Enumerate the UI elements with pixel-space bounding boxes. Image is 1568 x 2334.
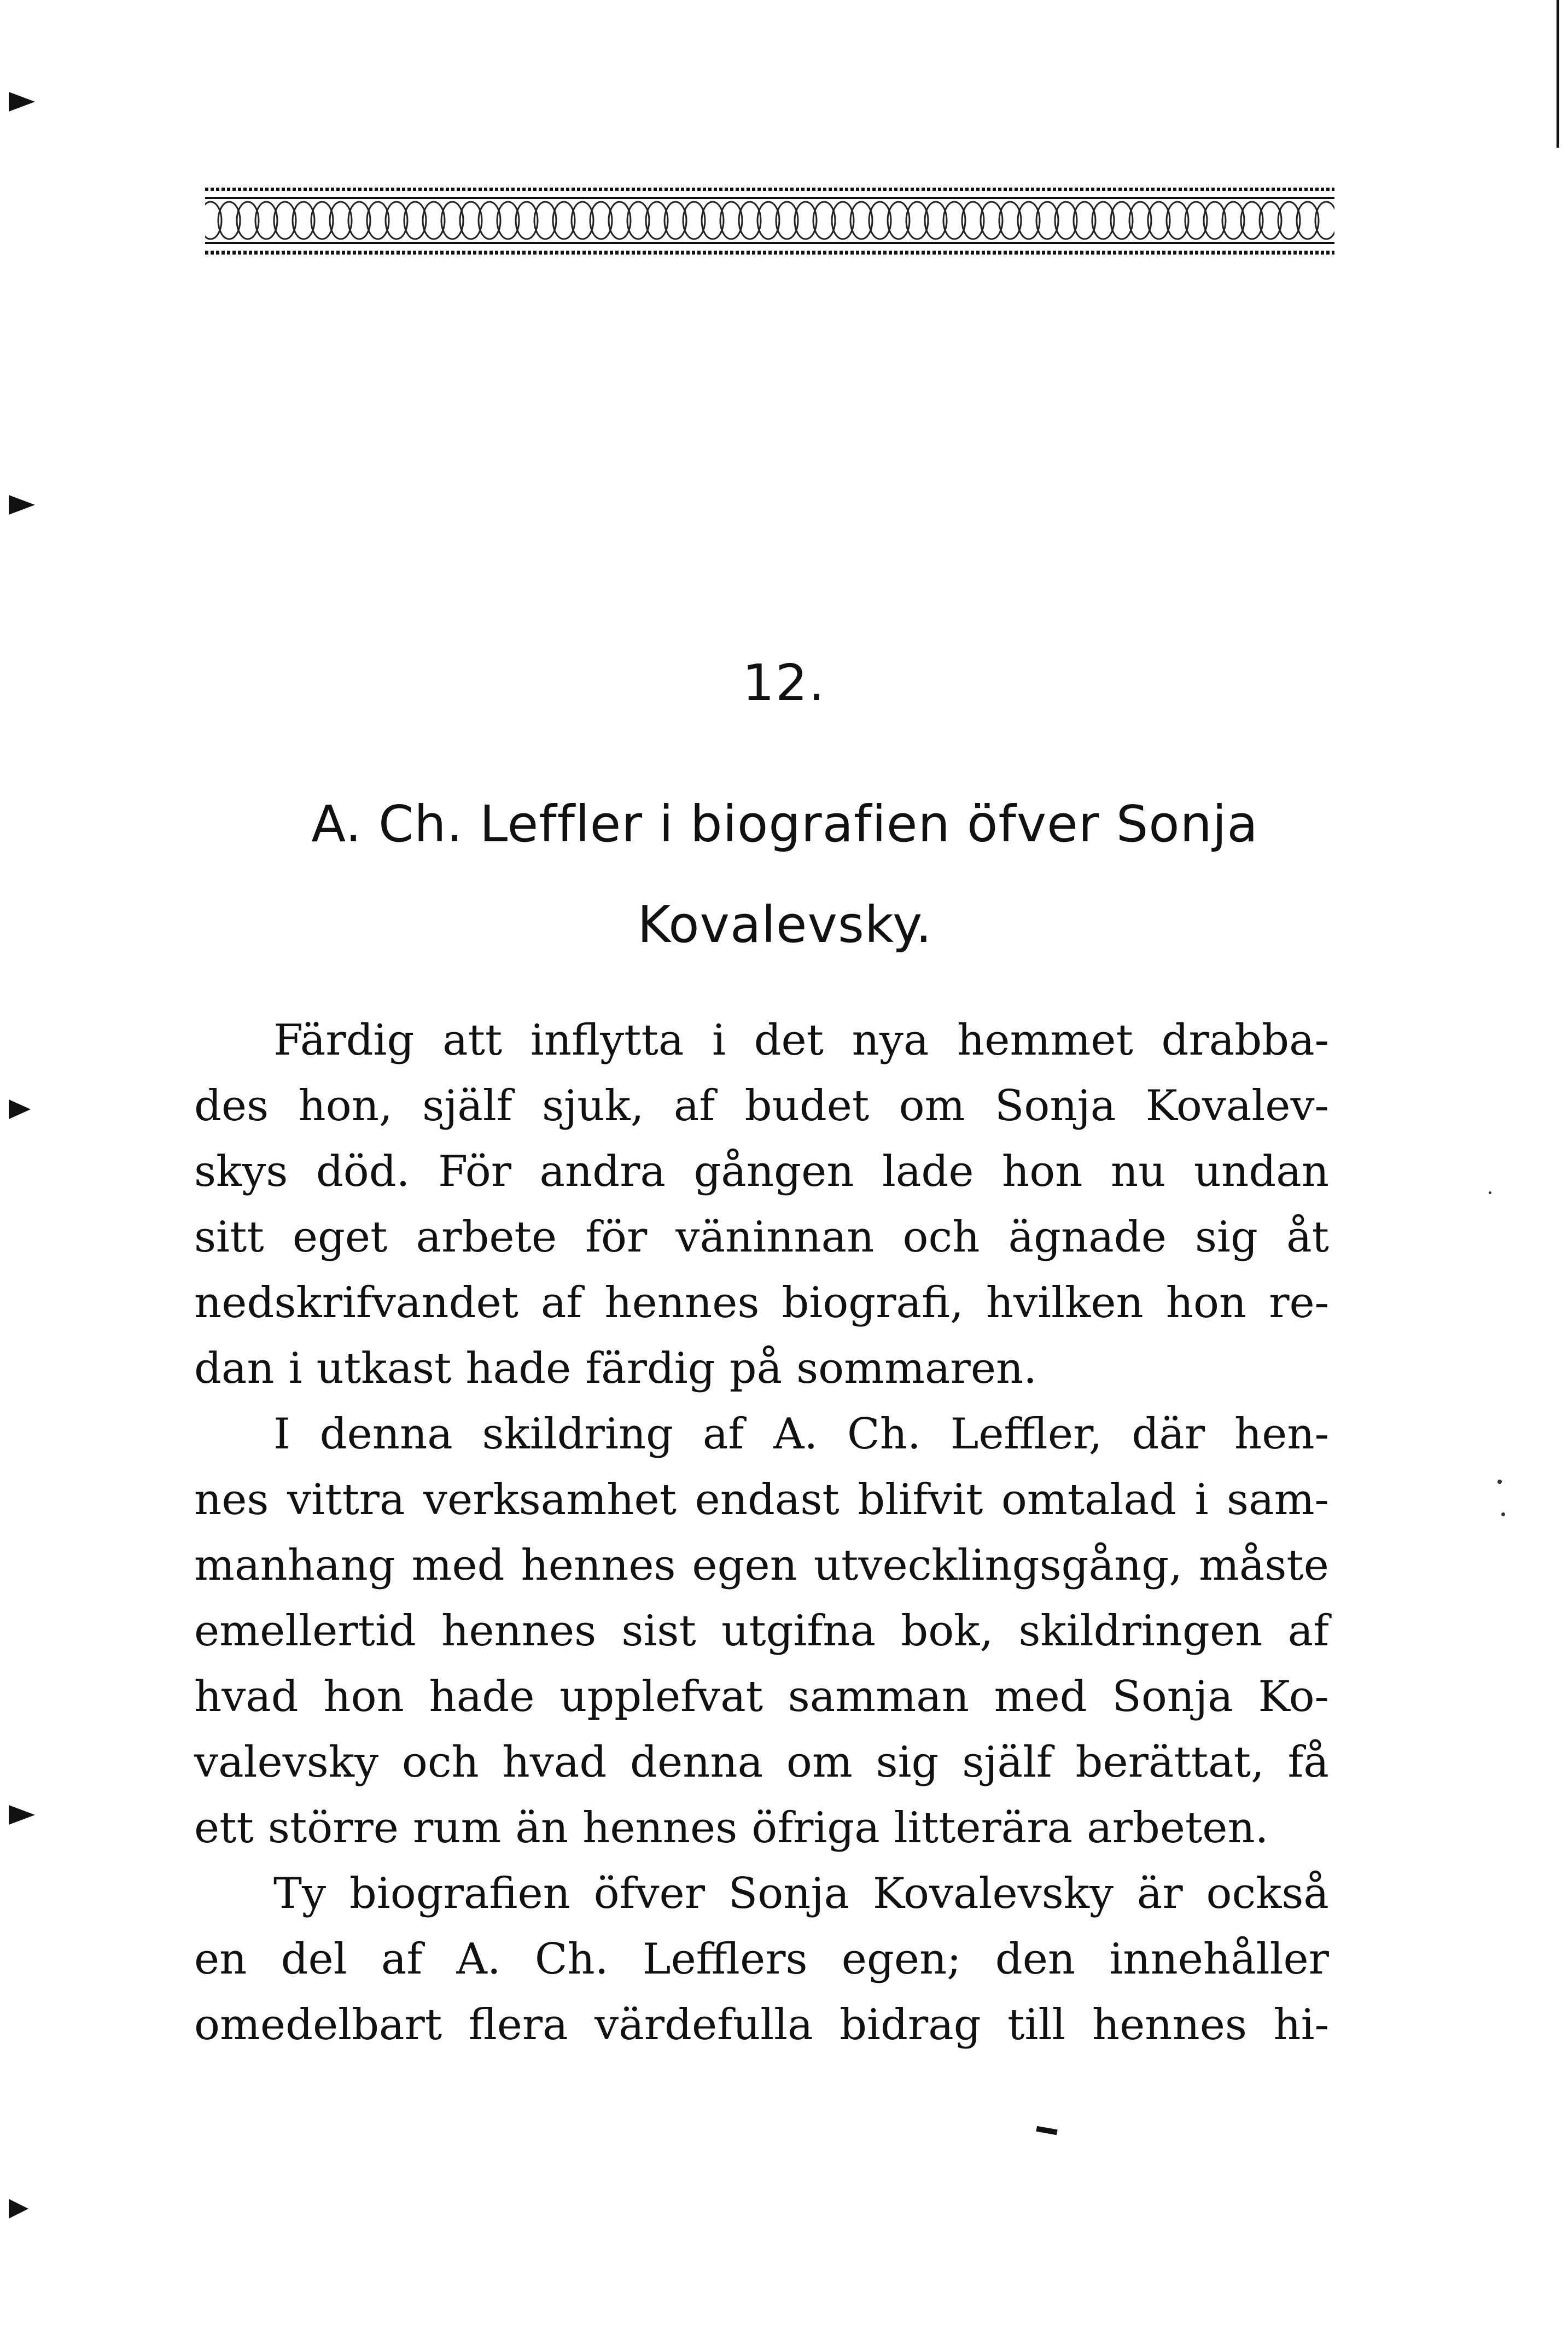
word: också [1206,1869,1329,1918]
word: af [702,1410,744,1459]
word: flera [468,2000,568,2050]
word: nya [852,1016,929,1065]
word: hon [323,1672,404,1721]
word: samman [788,1672,969,1721]
word: det [754,1016,824,1065]
word: bok, [901,1607,994,1656]
word: om [899,1081,965,1131]
text-line [194,1073,1329,1139]
word: i [288,1344,302,1393]
word: än [515,1803,569,1853]
word: A. [456,1935,501,1984]
word: utkast [316,1344,452,1393]
text-line [194,1533,1329,1598]
word: verksamhet [423,1475,677,1524]
word: Sonja [994,1081,1116,1131]
word: hvad [194,1672,299,1721]
word: budet [744,1081,870,1131]
word: denna [319,1410,453,1459]
word: nes [194,1475,269,1524]
word: hon [1001,1147,1083,1196]
word: berättat, [1075,1738,1264,1787]
ink-mark [1036,2126,1057,2135]
word: öfriga [751,1803,880,1853]
word: färdig [585,1344,715,1393]
text-line [194,1598,1329,1664]
margin-arrow-mark [9,495,35,515]
word: Ch. [847,1410,921,1459]
text-line [194,1204,1329,1270]
word: upplefvat [559,1672,763,1721]
word: hon [1165,1278,1247,1328]
word: skys [194,1147,288,1196]
word: manhang [194,1541,395,1590]
text-line [194,1730,1329,1795]
word: Leffler, [950,1410,1103,1459]
word: arbeten. [1087,1803,1269,1853]
word: hi- [1273,2000,1329,2050]
word: nu [1110,1147,1166,1196]
word: större [267,1803,399,1853]
word: af [673,1081,715,1131]
word: emellertid [194,1607,416,1656]
word: ägnade [1008,1213,1167,1262]
word: skildringen [1018,1607,1263,1656]
word: nedskrifvandet [194,1278,518,1328]
word: om [786,1738,853,1787]
scan-edge-line [1557,0,1559,148]
text-line [194,1992,1329,2058]
word: des [194,1081,269,1131]
scan-speck [1501,1512,1505,1516]
word: denna [630,1738,763,1787]
word: sjuk, [542,1081,644,1131]
word: väninnan [675,1213,875,1262]
text-line [194,1664,1329,1730]
word: blifvit [858,1475,983,1524]
margin-arrow-mark [9,1805,35,1825]
chapter-title-line: Kovalevsky. [637,895,932,954]
word: endast [695,1475,840,1524]
text-line [194,1861,1329,1926]
scan-speck [1497,1480,1502,1484]
word: eget [292,1213,388,1262]
word: egen [692,1541,797,1590]
word: Ty [273,1869,327,1918]
word: sist [621,1607,696,1656]
word: hennes [521,1541,676,1590]
word: del [281,1935,347,1984]
word: sig [1195,1213,1258,1262]
word: af [381,1935,423,1984]
margin-arrow-mark [9,2199,28,2219]
ornamental-header-band [205,186,1334,263]
word: och [902,1213,980,1262]
word: är [1136,1869,1183,1918]
word: re- [1269,1278,1329,1328]
word: sommaren. [796,1344,1037,1393]
text-line [194,1270,1329,1336]
word: en [194,1935,247,1984]
word: där [1132,1410,1205,1459]
word: För [438,1147,512,1196]
text-line [194,1139,1329,1204]
word: skildring [482,1410,674,1459]
scan-speck [1489,1191,1491,1194]
word: få [1287,1738,1329,1787]
word: för [585,1213,648,1262]
chapter-number: 12. [742,654,826,712]
word: hade [429,1672,535,1721]
word: ett [194,1803,254,1853]
word: arbete [416,1213,557,1262]
word: utvecklingsgång, [813,1541,1183,1590]
word: inflytta [530,1016,684,1065]
word: Ch. [534,1935,609,1984]
word: hemmet [957,1016,1133,1065]
word: litterära [894,1803,1073,1853]
word: gången [693,1147,854,1196]
word: hennes [582,1803,738,1853]
word: Ko- [1258,1672,1329,1721]
word: själf [962,1738,1052,1787]
word: sig [876,1738,939,1787]
word: rum [412,1803,502,1853]
word: andra [539,1147,666,1196]
word: omedelbart [194,2000,442,2050]
word: dan [194,1344,275,1393]
margin-arrow-mark [9,92,35,112]
word: utgifna [721,1607,876,1656]
word: hvilken [986,1278,1144,1328]
margin-arrow-mark [9,1099,31,1119]
word: hade [465,1344,572,1393]
word: bidrag [840,2000,981,2050]
word: Sonja [728,1869,850,1918]
body-text [194,1008,1329,2058]
word: af [540,1278,582,1328]
word: Färdig [273,1016,415,1065]
text-line [194,1336,1329,1401]
word: hon, [298,1081,393,1131]
word: med [994,1672,1087,1721]
word: biografien [349,1869,570,1918]
text-line [194,1401,1329,1467]
word: och [401,1738,479,1787]
word: Lefflers [642,1935,808,1984]
word: lade [882,1147,974,1196]
word: sam- [1227,1475,1329,1524]
word: åt [1286,1213,1329,1262]
word: i [712,1016,726,1065]
word: biografi, [782,1278,964,1328]
word: hennes [604,1278,760,1328]
word: på [729,1344,783,1393]
word: med [411,1541,505,1590]
word: Sonja [1112,1672,1233,1721]
word: innehåller [1109,1935,1329,1984]
word: till [1007,2000,1066,2050]
word: af [1287,1607,1329,1656]
word: i [1194,1475,1209,1524]
word: I [273,1410,290,1459]
chapter-title-line: A. Ch. Leffler i biografien öfver Sonja [311,795,1258,853]
word: vittra [287,1475,405,1524]
word: själf [422,1081,512,1131]
word: att [442,1016,503,1065]
word: hennes [441,1607,597,1656]
word: drabba- [1161,1016,1329,1065]
text-line [194,1795,1329,1861]
word: den [995,1935,1076,1984]
word: död. [316,1147,410,1196]
chapter-title [197,774,1373,975]
word: A. [773,1410,818,1459]
word: Kovalev- [1145,1081,1329,1131]
word: sitt [194,1213,264,1262]
word: egen; [841,1935,961,1984]
word: valevsky [194,1738,379,1787]
word: måste [1198,1541,1329,1590]
word: Kovalevsky [872,1869,1114,1918]
word: hvad [502,1738,607,1787]
word: undan [1193,1147,1329,1196]
word: hen- [1234,1410,1329,1459]
word: omtalad [1001,1475,1177,1524]
text-line [194,1926,1329,1992]
word: öfver [593,1869,705,1918]
text-line [194,1008,1329,1073]
word: hennes [1092,2000,1247,2050]
text-line [194,1467,1329,1533]
word: värdefulla [594,2000,813,2050]
